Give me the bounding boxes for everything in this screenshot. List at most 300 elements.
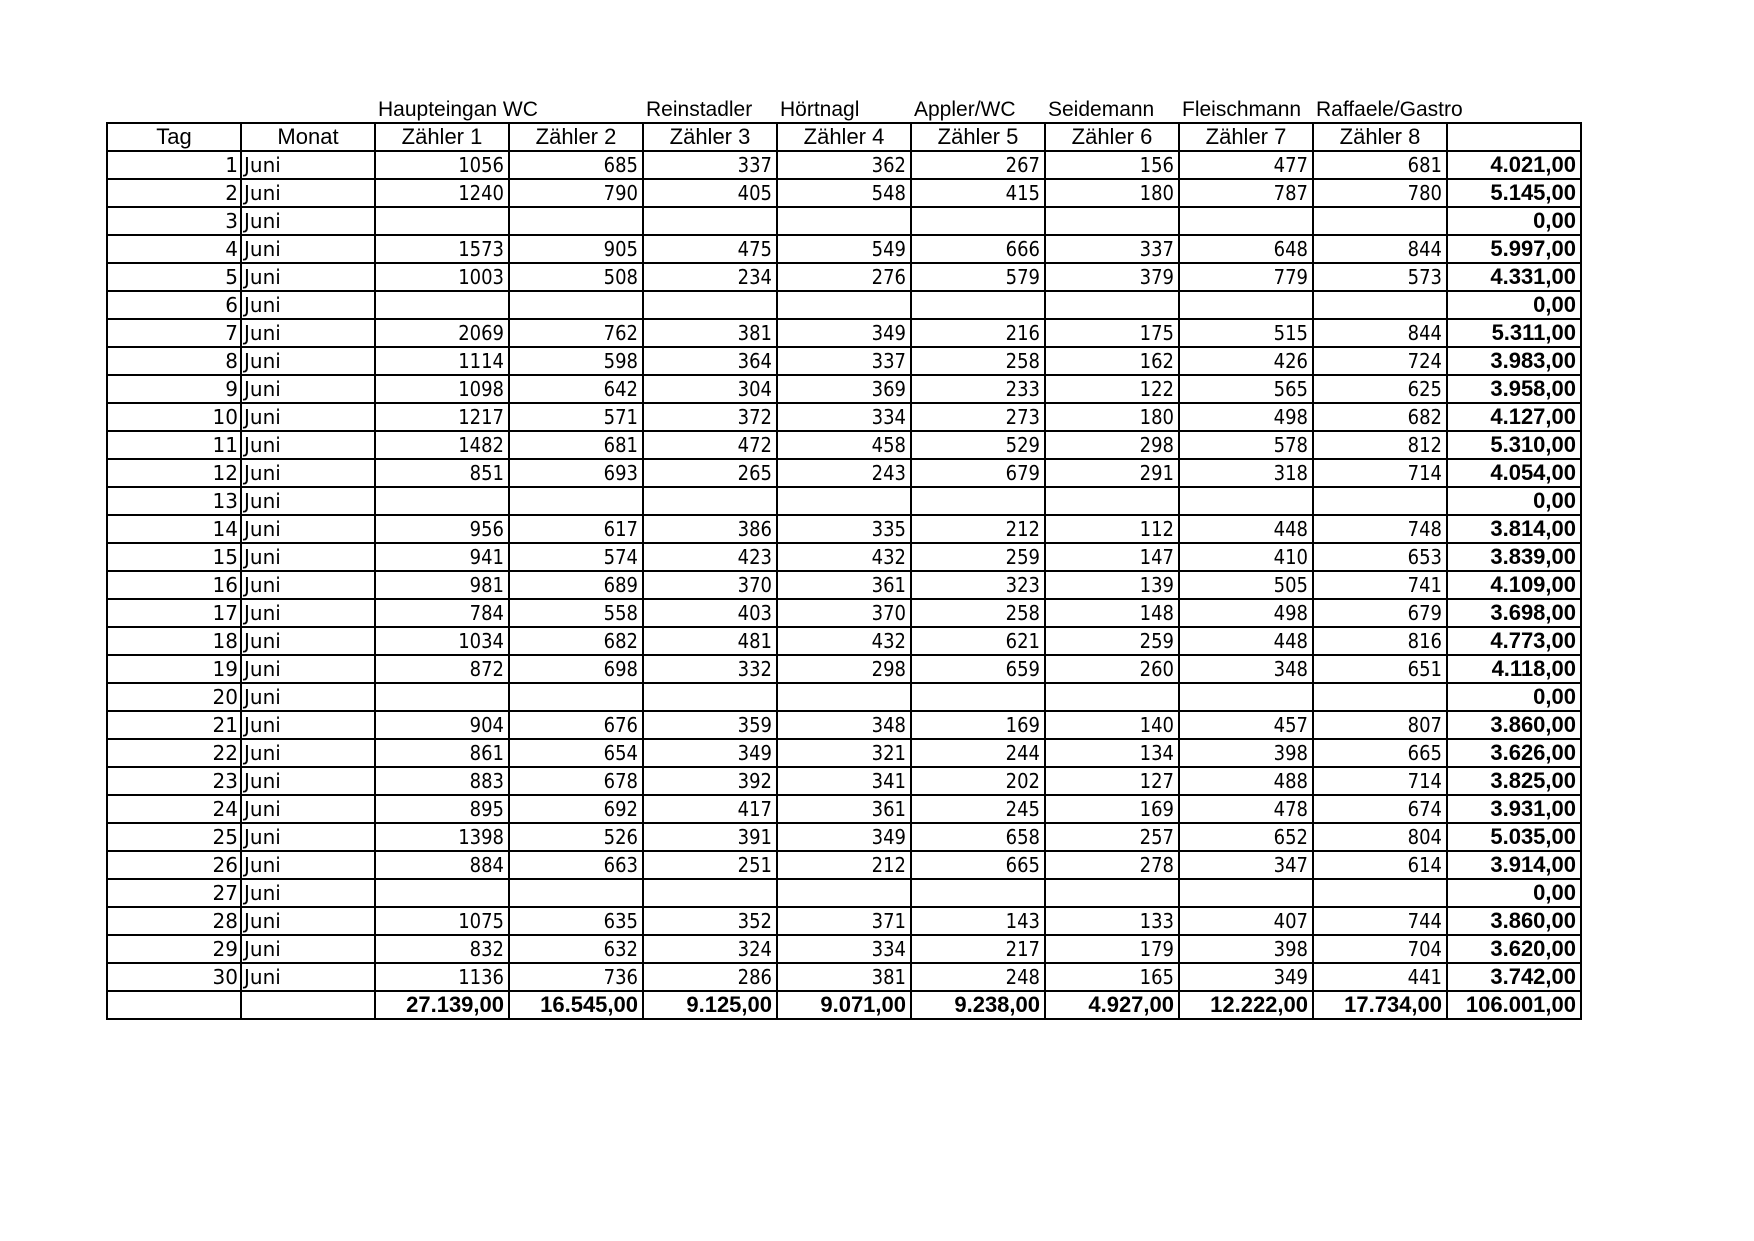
meter-value-cell [509,291,643,319]
row-total-cell: 3.860,00 [1447,711,1581,739]
meter-value-cell: 122 [1045,375,1179,403]
month-cell: Juni [241,151,375,179]
meter-value-cell [1179,207,1313,235]
meter-value-cell: 475 [643,235,777,263]
column-header: Zähler 4 [777,123,911,151]
meter-value-cell: 748 [1313,515,1447,543]
month-cell: Juni [241,935,375,963]
meter-value-cell: 505 [1179,571,1313,599]
meter-value-cell: 386 [643,515,777,543]
column-sum-cell: 12.222,00 [1179,991,1313,1019]
meter-value-cell [375,291,509,319]
meter-value-cell: 844 [1313,235,1447,263]
meter-value-cell: 895 [375,795,509,823]
meter-value-cell: 448 [1179,627,1313,655]
meter-value-cell: 478 [1179,795,1313,823]
header-row [107,123,1581,151]
table-row [107,795,1581,823]
meter-value-cell: 381 [777,963,911,991]
column-header: Tag [107,123,241,151]
column-sum-cell: 16.545,00 [509,991,643,1019]
row-total-cell: 0,00 [1447,487,1581,515]
meter-value-cell: 812 [1313,431,1447,459]
meter-value-cell: 349 [777,823,911,851]
meter-value-cell: 349 [777,319,911,347]
meter-value-cell: 779 [1179,263,1313,291]
meter-value-cell: 685 [509,151,643,179]
meter-value-cell: 112 [1045,515,1179,543]
meter-value-cell: 372 [643,403,777,431]
row-total-cell: 4.331,00 [1447,263,1581,291]
meter-value-cell: 441 [1313,963,1447,991]
month-cell: Juni [241,291,375,319]
meter-value-cell: 714 [1313,767,1447,795]
month-cell: Juni [241,403,375,431]
column-header: Monat [241,123,375,151]
meter-value-cell: 780 [1313,179,1447,207]
day-cell: 9 [107,375,241,403]
table-row [107,711,1581,739]
day-cell: 28 [107,907,241,935]
meter-value-cell: 140 [1045,711,1179,739]
meter-value-cell: 526 [509,823,643,851]
meter-value-cell [375,207,509,235]
meter-value-cell: 403 [643,599,777,627]
meter-value-cell [375,683,509,711]
meter-value-cell: 1240 [375,179,509,207]
meter-value-cell: 361 [777,795,911,823]
column-sum-cell: 9.238,00 [911,991,1045,1019]
owner-label: Seidemann [1048,98,1155,121]
meter-value-cell [777,207,911,235]
meter-value-cell: 335 [777,515,911,543]
meter-value-cell: 332 [643,655,777,683]
meter-value-cell: 180 [1045,403,1179,431]
meter-value-cell: 621 [911,627,1045,655]
meter-value-cell: 405 [643,179,777,207]
meter-value-cell: 883 [375,767,509,795]
meter-value-cell: 558 [509,599,643,627]
meter-value-cell: 1034 [375,627,509,655]
meter-value-cell: 392 [643,767,777,795]
meter-value-cell: 844 [1313,319,1447,347]
meter-value-cell [1313,291,1447,319]
owner-label: Hörtnagl [780,98,860,121]
meter-value-cell: 579 [911,263,1045,291]
meter-value-cell: 148 [1045,599,1179,627]
table-row [107,151,1581,179]
table-row [107,935,1581,963]
meter-value-cell [1313,879,1447,907]
meter-value-cell: 666 [911,235,1045,263]
meter-value-cell: 352 [643,907,777,935]
column-sum-cell: 4.927,00 [1045,991,1179,1019]
meter-value-cell: 635 [509,907,643,935]
meter-value-cell: 724 [1313,347,1447,375]
meter-value-cell [375,487,509,515]
month-cell: Juni [241,375,375,403]
meter-value-cell: 1217 [375,403,509,431]
column-header: Zähler 8 [1313,123,1447,151]
table-row [107,487,1581,515]
meter-value-cell: 212 [777,851,911,879]
meter-value-cell: 689 [509,571,643,599]
meter-value-cell: 147 [1045,543,1179,571]
column-header [1447,123,1581,151]
meter-value-cell [509,207,643,235]
month-cell: Juni [241,879,375,907]
row-total-cell: 3.860,00 [1447,907,1581,935]
meter-value-cell: 217 [911,935,1045,963]
meter-value-cell: 598 [509,347,643,375]
meter-value-cell: 398 [1179,935,1313,963]
table-row [107,263,1581,291]
day-cell: 11 [107,431,241,459]
meter-value-cell: 692 [509,795,643,823]
meter-value-cell [911,207,1045,235]
meter-value-cell: 370 [643,571,777,599]
meter-value-cell: 244 [911,739,1045,767]
column-header: Zähler 6 [1045,123,1179,151]
table-row [107,291,1581,319]
day-cell: 6 [107,291,241,319]
table-row [107,347,1581,375]
meter-value-cell: 349 [643,739,777,767]
day-cell: 30 [107,963,241,991]
meter-value-cell: 1056 [375,151,509,179]
row-total-cell: 4.127,00 [1447,403,1581,431]
meter-value-cell: 679 [1313,599,1447,627]
meter-value-cell: 423 [643,543,777,571]
row-total-cell: 4.773,00 [1447,627,1581,655]
row-total-cell: 0,00 [1447,291,1581,319]
empty-cell [241,991,375,1019]
meter-value-cell: 1098 [375,375,509,403]
meter-value-cell [643,879,777,907]
meter-value-cell: 658 [911,823,1045,851]
meter-value-cell: 832 [375,935,509,963]
meter-value-cell: 573 [1313,263,1447,291]
table-row [107,319,1581,347]
meter-value-cell: 651 [1313,655,1447,683]
meter-value-cell [1179,683,1313,711]
table-row [107,431,1581,459]
meter-value-cell: 904 [375,711,509,739]
meter-value-cell: 632 [509,935,643,963]
meter-value-cell: 180 [1045,179,1179,207]
meter-value-cell: 260 [1045,655,1179,683]
meter-value-cell: 617 [509,515,643,543]
meter-value-cell [777,879,911,907]
table-row [107,235,1581,263]
day-cell: 23 [107,767,241,795]
table-row [107,907,1581,935]
meter-value-cell: 693 [509,459,643,487]
month-cell: Juni [241,711,375,739]
day-cell: 18 [107,627,241,655]
meter-value-cell: 784 [375,599,509,627]
meter-value-cell: 807 [1313,711,1447,739]
meter-value-cell: 698 [509,655,643,683]
meter-value-cell: 884 [375,851,509,879]
meter-value-cell: 515 [1179,319,1313,347]
meter-value-cell: 1003 [375,263,509,291]
day-cell: 4 [107,235,241,263]
meter-value-cell: 665 [1313,739,1447,767]
meter-value-cell [777,683,911,711]
meter-value-cell: 165 [1045,963,1179,991]
meter-value-cell: 257 [1045,823,1179,851]
meter-value-cell [643,683,777,711]
meter-value-cell: 679 [911,459,1045,487]
meter-value-cell: 1482 [375,431,509,459]
row-total-cell: 4.118,00 [1447,655,1581,683]
month-cell: Juni [241,263,375,291]
row-total-cell: 0,00 [1447,207,1581,235]
meter-value-cell: 321 [777,739,911,767]
meter-value-cell: 362 [777,151,911,179]
meter-value-cell: 169 [1045,795,1179,823]
meter-value-cell: 267 [911,151,1045,179]
meter-value-cell: 578 [1179,431,1313,459]
month-cell: Juni [241,515,375,543]
day-cell: 29 [107,935,241,963]
meter-value-cell: 653 [1313,543,1447,571]
day-cell: 16 [107,571,241,599]
meter-value-cell [911,879,1045,907]
meter-value-cell [1313,207,1447,235]
row-total-cell: 3.931,00 [1447,795,1581,823]
meter-value-cell: 565 [1179,375,1313,403]
meter-value-cell: 324 [643,935,777,963]
meter-value-cell: 663 [509,851,643,879]
meter-value-cell: 956 [375,515,509,543]
meter-value-cell: 334 [777,403,911,431]
day-cell: 21 [107,711,241,739]
column-header: Zähler 1 [375,123,509,151]
meter-value-cell: 371 [777,907,911,935]
meter-value-cell: 276 [777,263,911,291]
meter-value-cell: 676 [509,711,643,739]
meter-value-cell [643,487,777,515]
owner-label: Haupteingan WC [378,98,538,121]
meter-value-cell: 625 [1313,375,1447,403]
meter-value-cell: 415 [911,179,1045,207]
month-cell: Juni [241,795,375,823]
meter-value-cell [1045,207,1179,235]
meter-value-cell [777,487,911,515]
meter-value-cell: 548 [777,179,911,207]
month-cell: Juni [241,851,375,879]
day-cell: 7 [107,319,241,347]
month-cell: Juni [241,319,375,347]
meter-value-cell: 744 [1313,907,1447,935]
row-total-cell: 3.620,00 [1447,935,1581,963]
meter-value-cell: 258 [911,347,1045,375]
meter-value-cell: 1398 [375,823,509,851]
meter-value-cell: 139 [1045,571,1179,599]
meter-value-cell: 816 [1313,627,1447,655]
meter-value-cell: 175 [1045,319,1179,347]
day-cell: 1 [107,151,241,179]
meter-value-cell: 361 [777,571,911,599]
day-cell: 20 [107,683,241,711]
sum-row [107,991,1581,1019]
meter-value-cell: 614 [1313,851,1447,879]
table-row [107,515,1581,543]
meter-value-cell: 674 [1313,795,1447,823]
table-row [107,627,1581,655]
day-cell: 24 [107,795,241,823]
month-cell: Juni [241,627,375,655]
meter-value-cell: 472 [643,431,777,459]
meter-value-cell: 981 [375,571,509,599]
row-total-cell: 4.054,00 [1447,459,1581,487]
meter-value-cell: 529 [911,431,1045,459]
day-cell: 2 [107,179,241,207]
row-total-cell: 3.814,00 [1447,515,1581,543]
meter-value-cell: 348 [1179,655,1313,683]
day-cell: 26 [107,851,241,879]
day-cell: 3 [107,207,241,235]
month-cell: Juni [241,683,375,711]
day-cell: 25 [107,823,241,851]
meter-value-cell: 133 [1045,907,1179,935]
meter-value-cell: 714 [1313,459,1447,487]
column-header: Zähler 2 [509,123,643,151]
month-cell: Juni [241,655,375,683]
meter-value-cell: 341 [777,767,911,795]
meter-value-cell: 134 [1045,739,1179,767]
meter-value-cell: 905 [509,235,643,263]
meter-value-cell: 549 [777,235,911,263]
month-cell: Juni [241,767,375,795]
day-cell: 17 [107,599,241,627]
meter-value-cell: 364 [643,347,777,375]
meter-value-cell: 286 [643,963,777,991]
meter-value-cell: 659 [911,655,1045,683]
meter-value-cell: 265 [643,459,777,487]
meter-value-cell: 681 [1313,151,1447,179]
meter-value-cell: 359 [643,711,777,739]
meter-value-cell: 571 [509,403,643,431]
meter-value-cell: 477 [1179,151,1313,179]
month-cell: Juni [241,963,375,991]
meter-value-cell: 1573 [375,235,509,263]
month-cell: Juni [241,487,375,515]
table-row [107,739,1581,767]
meter-value-cell: 682 [509,627,643,655]
column-header: Zähler 3 [643,123,777,151]
meter-value-cell: 704 [1313,935,1447,963]
table-row [107,683,1581,711]
row-total-cell: 3.825,00 [1447,767,1581,795]
day-cell: 15 [107,543,241,571]
meter-value-cell: 245 [911,795,1045,823]
meter-value-cell: 291 [1045,459,1179,487]
month-cell: Juni [241,823,375,851]
meter-value-cell: 787 [1179,179,1313,207]
meter-value-cell: 642 [509,375,643,403]
meter-value-cell: 298 [1045,431,1179,459]
meter-value-cell [1313,487,1447,515]
table-row [107,655,1581,683]
row-total-cell: 0,00 [1447,879,1581,907]
owner-label: Appler/WC [914,98,1016,121]
meter-value-cell [1045,879,1179,907]
meter-value-cell: 251 [643,851,777,879]
meter-value-cell: 678 [509,767,643,795]
day-cell: 13 [107,487,241,515]
meter-value-cell: 370 [777,599,911,627]
meter-value-cell: 216 [911,319,1045,347]
meter-value-cell: 337 [643,151,777,179]
table-row [107,599,1581,627]
meter-value-cell: 298 [777,655,911,683]
meter-table [106,122,1582,1020]
meter-value-cell: 741 [1313,571,1447,599]
column-sum-cell: 9.071,00 [777,991,911,1019]
meter-value-cell [643,291,777,319]
owner-label: Raffaele/Gastro [1316,98,1463,121]
meter-value-cell [911,683,1045,711]
row-total-cell: 0,00 [1447,683,1581,711]
table-row [107,459,1581,487]
meter-value-cell: 681 [509,431,643,459]
meter-value-cell: 804 [1313,823,1447,851]
meter-value-cell: 426 [1179,347,1313,375]
month-cell: Juni [241,459,375,487]
row-total-cell: 3.626,00 [1447,739,1581,767]
meter-value-cell: 762 [509,319,643,347]
month-cell: Juni [241,235,375,263]
empty-cell [107,991,241,1019]
day-cell: 10 [107,403,241,431]
meter-value-cell: 851 [375,459,509,487]
meter-value-cell [1045,291,1179,319]
meter-value-cell [509,487,643,515]
meter-value-cell [509,879,643,907]
meter-value-cell: 369 [777,375,911,403]
row-total-cell: 5.145,00 [1447,179,1581,207]
meter-value-cell: 458 [777,431,911,459]
meter-value-cell: 127 [1045,767,1179,795]
meter-value-cell: 273 [911,403,1045,431]
meter-value-cell: 304 [643,375,777,403]
meter-value-cell: 1075 [375,907,509,935]
meter-value-cell: 432 [777,627,911,655]
row-total-cell: 5.035,00 [1447,823,1581,851]
meter-value-cell: 143 [911,907,1045,935]
row-total-cell: 3.958,00 [1447,375,1581,403]
meter-value-cell: 381 [643,319,777,347]
row-total-cell: 3.742,00 [1447,963,1581,991]
meter-value-cell: 665 [911,851,1045,879]
meter-value-cell [1179,487,1313,515]
meter-value-cell: 481 [643,627,777,655]
table-row [107,543,1581,571]
meter-value-cell [1313,683,1447,711]
row-total-cell: 4.021,00 [1447,151,1581,179]
meter-value-cell: 347 [1179,851,1313,879]
grand-total-cell: 106.001,00 [1447,991,1581,1019]
column-header: Zähler 5 [911,123,1045,151]
meter-value-cell: 391 [643,823,777,851]
meter-value-cell: 448 [1179,515,1313,543]
column-sum-cell: 9.125,00 [643,991,777,1019]
month-cell: Juni [241,739,375,767]
month-cell: Juni [241,347,375,375]
